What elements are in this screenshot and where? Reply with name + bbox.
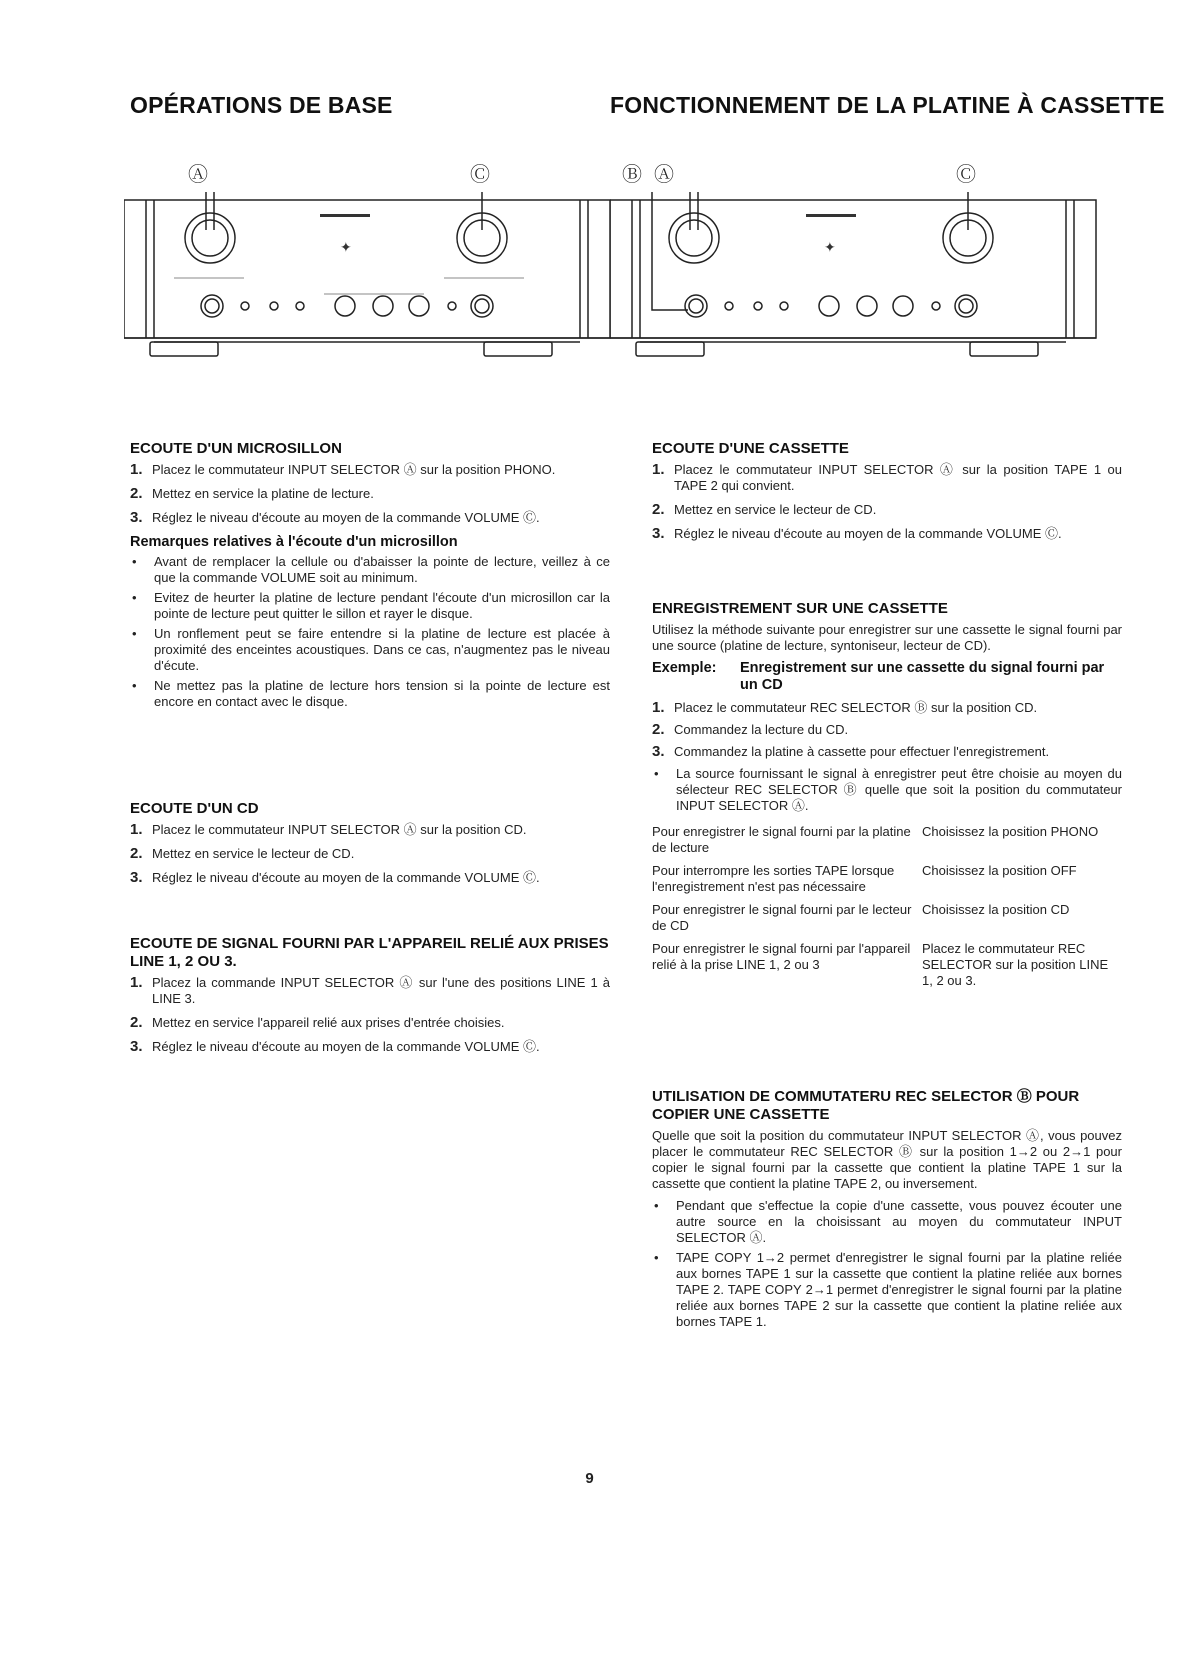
table-row: Pour enregistrer le signal fourni par le lecteur de CD Choisissez la position CD (652, 902, 1070, 933)
right-page-title: FONCTIONNEMENT DE LA PLATINE À CASSETTE (610, 92, 1165, 118)
svg-text:✦: ✦ (340, 240, 352, 256)
list-item: • Evitez de heurter la platine de lecture pendant l'écoute d'un microsillon car la pointe de lecture peut quitter le sillon et rayer le disque. (132, 590, 610, 621)
list-item: 1. Placez la commande INPUT SELECTOR Ⓐ sur l'une des positions LINE 1 à LINE 3. (130, 974, 610, 1006)
list-item: 1. Placez le commutateur INPUT SELECTOR Ⓐ sur la position CD. (130, 821, 527, 838)
list-item: 3. Réglez le niveau d'écoute au moyen de la commande VOLUME Ⓒ. (130, 869, 540, 886)
line-heading: ECOUTE DE SIGNAL FOURNI PAR L'APPAREIL RELIÉ AUX PRISES LINE 1, 2 OU 3. (130, 935, 609, 970)
recording-heading: ENREGISTREMENT SUR UNE CASSETTE (652, 600, 948, 617)
list-item: 3. Réglez le niveau d'écoute au moyen de la commande VOLUME Ⓒ. (652, 525, 1062, 542)
list-item: 2. Mettez en service la platine de lecture. (130, 485, 374, 502)
list-item: • La source fournissant le signal à enregistrer peut être choisie au moyen du sélecteur REC SELECTOR Ⓑ quelle que soit la position du commutateur INPUT SELECTOR Ⓐ. (654, 766, 1122, 813)
section-recording (652, 600, 1122, 996)
amplifier-diagram-left (124, 170, 614, 370)
diagram-label-c-left: Ⓒ (470, 164, 490, 186)
list-item: 3. Réglez le niveau d'écoute au moyen de la commande VOLUME Ⓒ. (130, 509, 540, 526)
diagram-label-c-right: Ⓒ (956, 164, 976, 186)
section-line (130, 935, 610, 1063)
svg-text:✦: ✦ (824, 240, 836, 256)
section-copy (652, 1088, 1122, 1334)
list-item: • Un ronflement peut se faire entendre si la platine de lecture est placée à proximité des enceintes acoustiques. Dans ce cas, n'augmentez pas le niveau d'écute. (132, 626, 610, 673)
list-item: 3. Commandez la platine à cassette pour effectuer l'enregistrement. (652, 743, 1050, 760)
table-row: Pour enregistrer le signal fourni par la platine de lecture Choisissez la position PHONO (652, 824, 1099, 855)
list-item: 3. Réglez le niveau d'écoute au moyen de la commande VOLUME Ⓒ. (130, 1038, 540, 1055)
cd-heading: ECOUTE D'UN CD (130, 800, 259, 817)
copy-heading: UTILISATION DE COMMUTATERU REC SELECTOR Ⓑ POUR COPIER UNE CASSETTE (652, 1088, 1080, 1123)
diagram-label-b-right: Ⓑ (622, 164, 642, 186)
list-item: 1. Placez le commutateur INPUT SELECTOR Ⓐ sur la position TAPE 1 ou TAPE 2 qui convient. (652, 461, 1122, 493)
section-cassette (652, 440, 1122, 550)
list-item: • Avant de remplacer la cellule ou d'abaisser la pointe de lecture, veillez à ce que la commande VOLUME soit au minimum. (132, 554, 610, 585)
left-page-title: OPÉRATIONS DE BASE (130, 92, 393, 118)
list-item: 2. Mettez en service le lecteur de CD. (652, 501, 877, 518)
table-row: Pour interrompre les sorties TAPE lorsque l'enregistrement n'est pas nécessaire Choisissez la position OFF (652, 863, 1077, 894)
diagram-label-a-right: Ⓐ (654, 164, 674, 186)
list-item: • Ne mettez pas la platine de lecture hors tension si la pointe de lecture est encore en contact avec le disque. (132, 678, 610, 709)
copy-intro: Quelle que soit la position du commutateur INPUT SELECTOR Ⓐ, vous pouvez placer le commutateur REC SELECTOR Ⓑ sur la position 1→2 ou 2→1 pour copier le signal fourni par la cassette que contient la platine TAPE 1 sur la cassette que contient la platine TAPE 2, ou inversement. (652, 1128, 1122, 1191)
amplifier-diagram-right (610, 170, 1100, 370)
diagram-label-a-left: Ⓐ (188, 164, 208, 186)
recording-table (652, 824, 1122, 989)
section-cd (130, 800, 610, 894)
list-item: 2. Mettez en service l'appareil relié aux prises d'entrée choisies. (130, 1014, 505, 1031)
list-item: • Pendant que s'effectue la copie d'une cassette, vous pouvez écouter une autre source en la choisissant au moyen du commutateur INPUT SELECTOR Ⓐ. (654, 1198, 1122, 1245)
microsillon-heading: ECOUTE D'UN MICROSILLON (130, 440, 342, 457)
example-heading: Exemple: Enregistrement sur une cassette du signal fourni par un CD (652, 660, 1105, 693)
page-number: 9 (585, 1470, 594, 1487)
recording-intro: Utilisez la méthode suivante pour enregistrer sur une cassette le signal fourni par une source (platine de lecture, syntoniseur, lecteur de CD). (652, 622, 1122, 653)
list-item: 2. Commandez la lecture du CD. (652, 721, 849, 738)
section-microsillon (130, 440, 610, 714)
list-item: • TAPE COPY 1→2 permet d'enregistrer le signal fourni par la platine reliée aux bornes TAPE 1 sur la cassette que contient la platine reliée aux bornes TAPE 2. TAPE COPY 2→1 permet d'enregistrer le signal fourni par la platine reliée aux bornes TAPE 2 sur la cassette que contient la platine reliée aux bornes TAPE 1. (654, 1250, 1122, 1329)
remarks-heading: Remarques relatives à l'écoute d'un microsillon (130, 534, 458, 550)
cassette-heading: ECOUTE D'UNE CASSETTE (652, 440, 849, 457)
list-item: 1. Placez le commutateur INPUT SELECTOR Ⓐ sur la position PHONO. (130, 461, 556, 478)
table-row: Pour enregistrer le signal fourni par l'appareil relié à la prise LINE 1, 2 ou 3 Placez le commutateur REC SELECTOR sur la position LINE 1, 2 ou 3. (652, 941, 1109, 988)
list-item: 1. Placez le commutateur REC SELECTOR Ⓑ sur la position CD. (652, 699, 1038, 716)
list-item: 2. Mettez en service le lecteur de CD. (130, 845, 355, 862)
